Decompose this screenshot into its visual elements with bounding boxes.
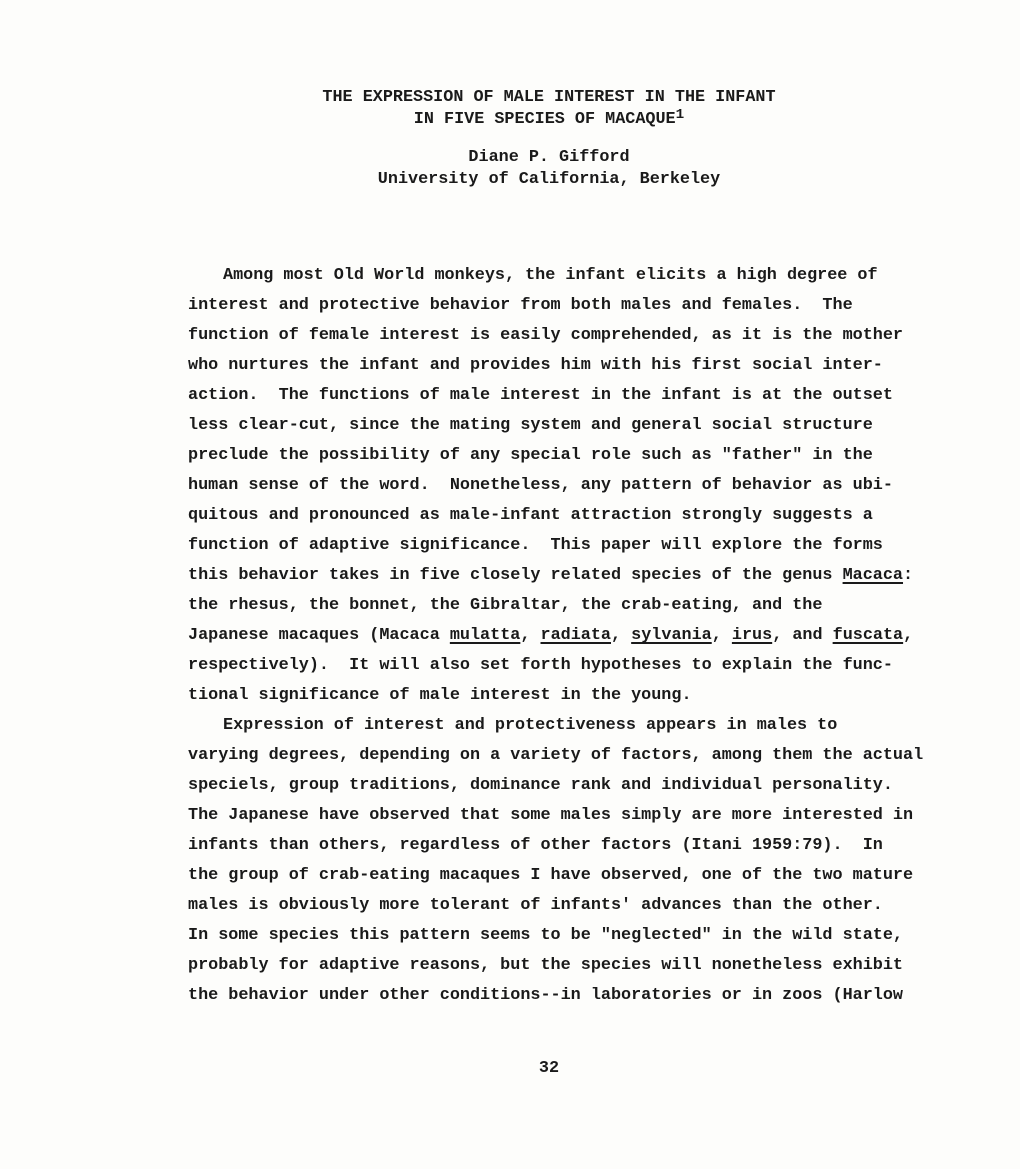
underlined-term: radiata xyxy=(540,626,611,645)
body-line: In some species this pattern seems to be "neglected" in the wild state, xyxy=(188,926,903,945)
paper-title xyxy=(184,87,914,131)
body-line: action. The functions of male interest in the infant is at the outset xyxy=(188,386,893,405)
body-line: The Japanese have observed that some males simply are more interested in xyxy=(188,806,914,825)
paragraph-1 xyxy=(188,261,978,711)
body-line: who nurtures the infant and provides him with his first social inter- xyxy=(188,356,883,375)
paragraph-2 xyxy=(188,711,978,1011)
body-line: function of female interest is easily comprehended, as it is the mother xyxy=(188,326,903,345)
body-line: less clear-cut, since the mating system and general social structure xyxy=(188,416,873,435)
underlined-term: Macaca xyxy=(842,566,904,585)
body-line: varying degrees, depending on a variety of factors, among them the actual xyxy=(188,746,924,765)
underlined-term: fuscata xyxy=(832,626,904,645)
title-line: IN FIVE SPECIES OF MACAQUE$^1$ xyxy=(413,107,685,129)
body-line: this behavior takes in five closely related species of the genus Macaca: xyxy=(188,566,914,585)
body-line: the group of crab-eating macaques I have observed, one of the two mature xyxy=(188,866,914,885)
body-line: Among most Old World monkeys, the infant elicits a high degree of xyxy=(223,266,878,285)
body-line: function of adaptive significance. This paper will explore the forms xyxy=(188,536,883,555)
body-line: Expression of interest and protectiveness appears in males to xyxy=(223,716,838,735)
body-line: probably for adaptive reasons, but the species will nonetheless exhibit xyxy=(188,956,903,975)
body-text xyxy=(188,261,978,1011)
author-line: University of California, Berkeley xyxy=(377,170,721,189)
body-line: preclude the possibility of any special role such as "father" in the xyxy=(188,446,873,465)
body-line: tional significance of male interest in the young. xyxy=(188,686,692,705)
body-line: speciels, group traditions, dominance rank and individual personality. xyxy=(188,776,893,795)
title-line: THE EXPRESSION OF MALE INTEREST IN THE INFANT xyxy=(322,88,776,107)
body-line: respectively). It will also set forth hypotheses to explain the func- xyxy=(188,656,893,675)
body-line: human sense of the word. Nonetheless, any pattern of behavior as ubi- xyxy=(188,476,893,495)
underlined-term: sylvania xyxy=(631,626,712,645)
body-line: quitous and pronounced as male-infant attraction strongly suggests a xyxy=(188,506,873,525)
body-line: males is obviously more tolerant of infants' advances than the other. xyxy=(188,896,883,915)
body-line: interest and protective behavior from both males and females. The xyxy=(188,296,853,315)
underlined-term: mulatta xyxy=(449,626,521,645)
author-line: Diane P. Gifford xyxy=(468,148,630,167)
underlined-term: irus xyxy=(731,626,773,645)
body-line: Japanese macaques (Macaca mulatta, radiata, sylvania, irus, and fuscata, xyxy=(188,626,914,645)
author-affiliation xyxy=(184,147,914,191)
footnote-marker: 1 xyxy=(675,107,685,124)
page-number: 32 xyxy=(538,1059,560,1078)
body-line: infants than others, regardless of other factors (Itani 1959:79). In xyxy=(188,836,883,855)
body-line: the rhesus, the bonnet, the Gibraltar, the crab-eating, and the xyxy=(188,596,823,615)
body-line: the behavior under other conditions--in laboratories or in zoos (Harlow xyxy=(188,986,903,1005)
